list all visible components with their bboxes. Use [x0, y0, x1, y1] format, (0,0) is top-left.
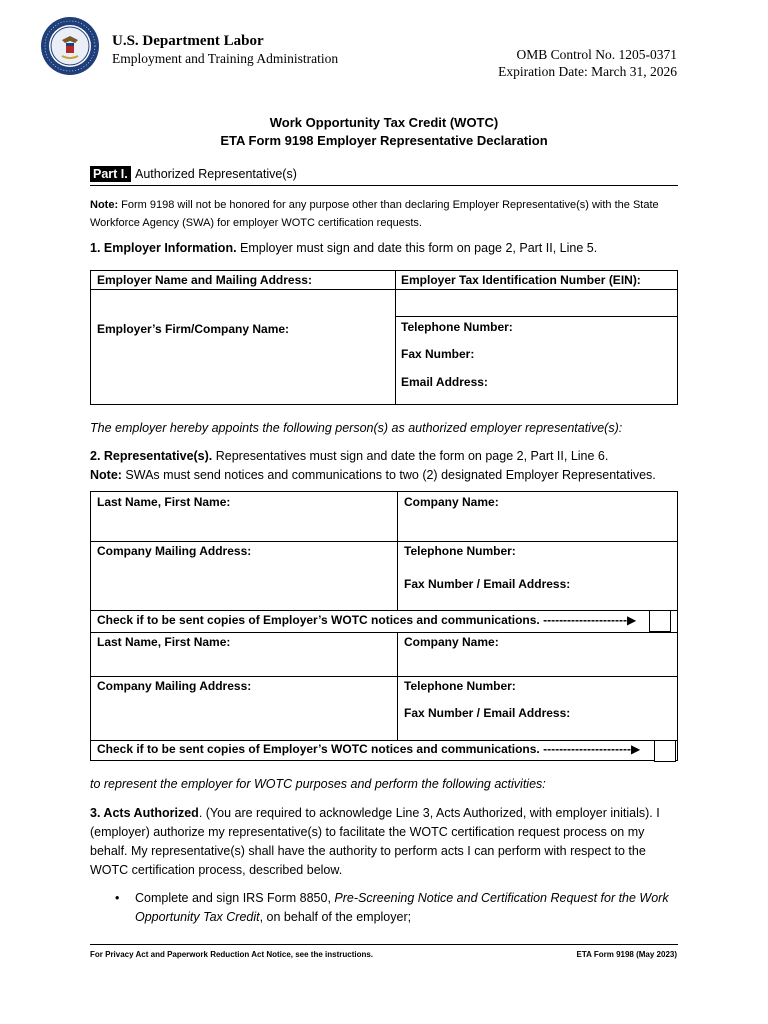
rep2-company-label: Company Name: — [404, 635, 499, 649]
bullet-icon: • — [115, 891, 120, 905]
part1-title: Authorized Representative(s) — [135, 167, 297, 181]
ein-field[interactable] — [396, 290, 677, 316]
table-divider — [90, 676, 678, 677]
dol-seal-logo — [40, 16, 100, 76]
section1-heading — [90, 241, 597, 255]
section1-text: Employer must sign and date this form on page 2, Part II, Line 5. — [236, 241, 598, 255]
rep1-telephone-label: Telephone Number: — [404, 544, 516, 558]
bullet-text-end: , on behalf of the employer; — [259, 910, 412, 924]
rep1-fax-email-label: Fax Number / Email Address: — [404, 577, 571, 591]
note-label: Note: — [90, 468, 122, 482]
rep1-copy-checkbox[interactable] — [649, 610, 671, 632]
part1-header — [90, 165, 678, 186]
rep2-telephone-label: Telephone Number: — [404, 679, 516, 693]
omb-info — [498, 46, 677, 80]
appoint-statement: The employer hereby appoints the following person(s) as authorized employer representative(s): — [90, 421, 623, 435]
footer-rule — [90, 944, 678, 945]
section2-text: Representatives must sign and date the form on page 2, Part II, Line 6. — [212, 449, 609, 463]
table-divider — [397, 491, 398, 610]
table-divider — [90, 632, 678, 633]
bullet-italic-text: Pre-Screening Notice and Certification Request for the Work Opportunity Tax Credit — [135, 891, 669, 924]
rep2-fax-email-label: Fax Number / Email Address: — [404, 706, 571, 720]
rep2-copy-checkbox[interactable] — [654, 740, 676, 762]
part1-note — [90, 196, 680, 232]
footer-form-id: ETA Form 9198 (May 2023) — [576, 950, 677, 959]
rep2-name-label: Last Name, First Name: — [97, 635, 231, 649]
note-text: Form 9198 will not be honored for any purpose other than declaring Employer Representative(s) with the State Workforce Agency (SWA) for employer WOTC certification requests. — [90, 199, 659, 229]
table-divider — [397, 632, 398, 740]
firm-name-label: Employer’s Firm/Company Name: — [97, 322, 290, 336]
footer-privacy-note: For Privacy Act and Paperwork Reduction Act Notice, see the instructions. — [90, 950, 374, 959]
rep1-copy-instruction: Check if to be sent copies of Employer’s WOTC notices and communications. ---------------------▶ — [97, 613, 637, 627]
fax-label: Fax Number: — [401, 347, 475, 361]
form-title-line1: Work Opportunity Tax Credit (WOTC) — [269, 115, 499, 130]
omb-control-number: OMB Control No. 1205-0371 — [516, 47, 677, 62]
department-name: U.S. Department Labor — [112, 33, 264, 49]
note-label: Note: — [90, 199, 119, 211]
note-text: SWAs must send notices and communications to two (2) designated Employer Representatives. — [121, 468, 656, 482]
rep2-copy-instruction: Check if to be sent copies of Employer’s WOTC notices and communications. ----------------------▶ — [97, 742, 641, 756]
agency-name: Employment and Training Administration — [112, 51, 339, 66]
represent-statement: to represent the employer for WOTC purposes and perform the following activities: — [90, 777, 546, 791]
expiration-date: Expiration Date: March 31, 2026 — [498, 64, 677, 79]
section2-heading — [90, 447, 608, 466]
bullet-text: Complete and sign IRS Form 8850, — [135, 891, 335, 905]
rep1-company-label: Company Name: — [404, 495, 499, 509]
section2-note — [90, 466, 656, 485]
table-divider — [395, 316, 678, 317]
table-divider — [90, 740, 678, 741]
rep1-name-label: Last Name, First Name: — [97, 495, 231, 509]
part1-tag: Part I. — [90, 166, 131, 182]
rep1-mailing-label: Company Mailing Address: — [97, 544, 252, 558]
form-title-line2: ETA Form 9198 Employer Representative Declaration — [220, 133, 548, 148]
employer-name-address-label: Employer Name and Mailing Address: — [97, 273, 312, 287]
section1-heading-bold: 1. Employer Information. — [90, 241, 237, 255]
section3-text: . (You are required to acknowledge Line 3, Acts Authorized, with employer initials). I (employer) authorize my representative(s) to facilitate the WOTC certification request process on my behalf. My representative(s) shall have the authority to perform acts I can perform with respect to the WOTC certification process, described below. — [90, 806, 660, 877]
table-divider — [90, 610, 678, 611]
section2-heading-bold: 2. Representative(s). — [90, 449, 213, 463]
email-label: Email Address: — [401, 375, 488, 389]
section3-paragraph — [90, 804, 680, 880]
ein-label: Employer Tax Identification Number (EIN): — [401, 273, 641, 287]
rep2-mailing-label: Company Mailing Address: — [97, 679, 252, 693]
telephone-label: Telephone Number: — [401, 320, 513, 334]
section3-heading-bold: 3. Acts Authorized — [90, 806, 199, 820]
table-divider — [90, 541, 678, 542]
bullet-item-form-8850 — [135, 889, 680, 927]
